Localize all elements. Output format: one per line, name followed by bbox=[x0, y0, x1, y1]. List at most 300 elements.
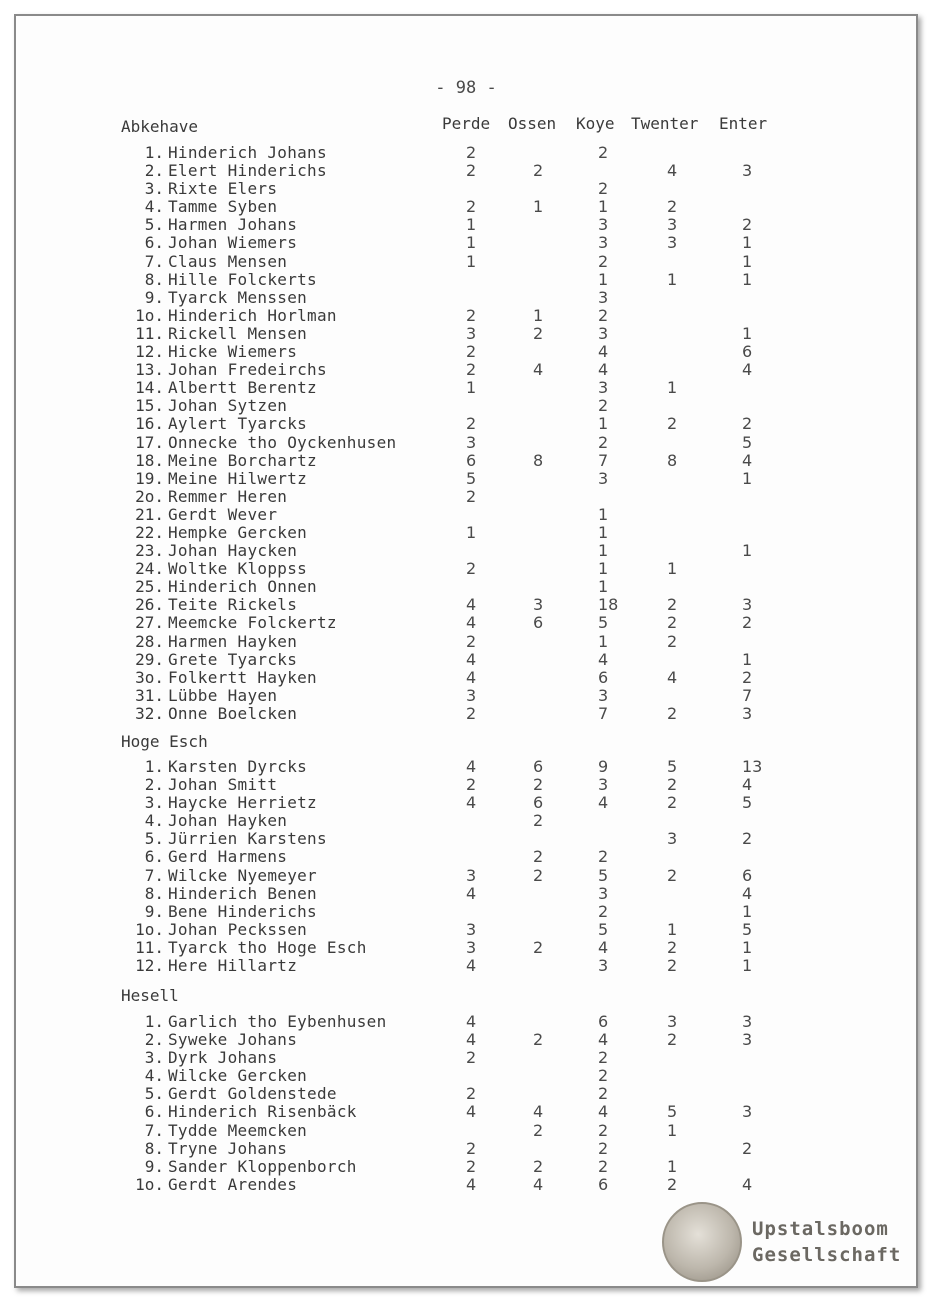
cell-perde: 4 bbox=[466, 595, 477, 615]
row-number: 24. bbox=[135, 559, 164, 579]
section-title-hesell: Hesell bbox=[121, 986, 179, 1005]
row-name: Tyarck Menssen bbox=[168, 287, 308, 307]
cell-koye: 4 bbox=[598, 342, 609, 362]
seal-icon bbox=[662, 1202, 742, 1282]
row-name: Albertt Berentz bbox=[168, 378, 317, 398]
cell-twenter: 1 bbox=[667, 1156, 678, 1176]
col-header-perde: Perde bbox=[442, 114, 491, 133]
row-name: Remmer Heren bbox=[168, 486, 288, 506]
cell-ossen: 4 bbox=[533, 1102, 544, 1122]
cell-enter: 7 bbox=[742, 685, 753, 705]
cell-perde: 4 bbox=[466, 667, 477, 687]
cell-ossen: 4 bbox=[533, 1174, 544, 1194]
row-number: 12. bbox=[135, 342, 164, 362]
cell-ossen: 2 bbox=[533, 1030, 544, 1050]
table-row bbox=[16, 903, 916, 921]
cell-perde: 3 bbox=[466, 937, 477, 957]
cell-twenter: 2 bbox=[667, 631, 678, 651]
cell-koye: 1 bbox=[598, 541, 609, 561]
row-name: Woltke Kloppss bbox=[168, 559, 308, 579]
cell-koye: 3 bbox=[598, 685, 609, 705]
row-name: Jürrien Karstens bbox=[168, 829, 327, 849]
cell-perde: 3 bbox=[466, 432, 477, 452]
logo-line-1: Upstalsboom bbox=[752, 1218, 889, 1240]
row-number: 12. bbox=[135, 956, 164, 976]
cell-twenter: 2 bbox=[667, 595, 678, 615]
table-row bbox=[16, 542, 916, 560]
row-name: Johan Haycken bbox=[168, 541, 298, 561]
cell-koye: 9 bbox=[598, 757, 609, 776]
table-row bbox=[16, 506, 916, 524]
table-row bbox=[16, 957, 916, 975]
cell-perde: 2 bbox=[466, 414, 477, 434]
cell-enter: 1 bbox=[742, 468, 753, 488]
row-name: Hinderich Benen bbox=[168, 883, 317, 903]
row-name: Gerd Harmens bbox=[168, 847, 288, 867]
row-name: Bene Hinderichs bbox=[168, 901, 317, 921]
cell-perde: 4 bbox=[466, 1012, 477, 1031]
section-title-hoge-esch: Hoge Esch bbox=[121, 732, 208, 751]
row-name: Hicke Wiemers bbox=[168, 342, 298, 362]
cell-ossen: 2 bbox=[533, 811, 544, 831]
cell-koye: 2 bbox=[598, 396, 609, 416]
cell-perde: 1 bbox=[466, 215, 477, 235]
cell-twenter: 2 bbox=[667, 1174, 678, 1194]
table-row bbox=[16, 325, 916, 343]
cell-koye: 3 bbox=[598, 215, 609, 235]
cell-koye: 7 bbox=[598, 450, 609, 470]
row-name: Hinderich Horlman bbox=[168, 305, 337, 325]
document-page bbox=[14, 14, 918, 1288]
col-header-koye: Koye bbox=[576, 114, 615, 133]
table-row bbox=[16, 343, 916, 361]
table-row bbox=[16, 867, 916, 885]
cell-enter: 1 bbox=[742, 937, 753, 957]
row-number: 8. bbox=[144, 269, 164, 289]
cell-enter: 1 bbox=[742, 269, 753, 289]
row-name: Garlich tho Eybenhusen bbox=[168, 1012, 387, 1031]
cell-enter: 3 bbox=[742, 1102, 753, 1122]
cell-perde: 4 bbox=[466, 793, 477, 813]
row-number: 18. bbox=[135, 450, 164, 470]
cell-twenter: 1 bbox=[667, 378, 678, 398]
cell-ossen: 2 bbox=[533, 775, 544, 795]
row-name: Folkertt Hayken bbox=[168, 667, 317, 687]
cell-twenter: 2 bbox=[667, 793, 678, 813]
cell-enter: 13 bbox=[742, 757, 763, 776]
cell-koye: 3 bbox=[598, 775, 609, 795]
cell-koye: 4 bbox=[598, 793, 609, 813]
table-row bbox=[16, 452, 916, 470]
cell-enter: 1 bbox=[742, 251, 753, 271]
table-row bbox=[16, 758, 916, 776]
table-row bbox=[16, 848, 916, 866]
cell-perde: 3 bbox=[466, 323, 477, 343]
cell-koye: 2 bbox=[598, 1156, 609, 1176]
cell-perde: 4 bbox=[466, 956, 477, 976]
section-hoge-esch bbox=[16, 758, 916, 975]
cell-koye: 2 bbox=[598, 1138, 609, 1158]
cell-koye: 2 bbox=[598, 305, 609, 325]
row-number: 4. bbox=[144, 811, 164, 831]
cell-enter: 2 bbox=[742, 1138, 753, 1158]
cell-koye: 1 bbox=[598, 577, 609, 597]
cell-enter: 1 bbox=[742, 956, 753, 976]
table-row bbox=[16, 379, 916, 397]
row-name: Hille Folckerts bbox=[168, 269, 317, 289]
row-name: Gerdt Goldenstede bbox=[168, 1084, 337, 1104]
table-row bbox=[16, 1049, 916, 1067]
cell-enter: 2 bbox=[742, 414, 753, 434]
cell-twenter: 2 bbox=[667, 775, 678, 795]
cell-twenter: 8 bbox=[667, 450, 678, 470]
cell-perde: 2 bbox=[466, 486, 477, 506]
cell-twenter: 3 bbox=[667, 215, 678, 235]
cell-ossen: 2 bbox=[533, 1156, 544, 1176]
cell-perde: 2 bbox=[466, 1138, 477, 1158]
row-name: Johan Sytzen bbox=[168, 396, 288, 416]
cell-perde: 6 bbox=[466, 450, 477, 470]
row-number: 7. bbox=[144, 1120, 164, 1140]
table-row bbox=[16, 885, 916, 903]
row-number: 1o. bbox=[135, 305, 164, 325]
cell-twenter: 1 bbox=[667, 1120, 678, 1140]
cell-koye: 2 bbox=[598, 251, 609, 271]
row-name: Haycke Herrietz bbox=[168, 793, 317, 813]
row-name: Rixte Elers bbox=[168, 179, 278, 199]
row-number: 17. bbox=[135, 432, 164, 452]
cell-twenter: 5 bbox=[667, 1102, 678, 1122]
cell-twenter: 1 bbox=[667, 269, 678, 289]
table-row bbox=[16, 1013, 916, 1031]
cell-enter: 2 bbox=[742, 667, 753, 687]
cell-twenter: 2 bbox=[667, 1030, 678, 1050]
row-number: 14. bbox=[135, 378, 164, 398]
row-number: 8. bbox=[144, 883, 164, 903]
row-number: 1. bbox=[144, 1012, 164, 1031]
row-number: 2o. bbox=[135, 486, 164, 506]
cell-enter: 3 bbox=[742, 595, 753, 615]
row-number: 2. bbox=[144, 775, 164, 795]
table-row bbox=[16, 1158, 916, 1176]
cell-koye: 2 bbox=[598, 901, 609, 921]
table-row bbox=[16, 633, 916, 651]
table-row bbox=[16, 253, 916, 271]
row-name: Hinderich Johans bbox=[168, 143, 327, 162]
cell-perde: 4 bbox=[466, 649, 477, 669]
table-row bbox=[16, 596, 916, 614]
row-number: 29. bbox=[135, 649, 164, 669]
section-hesell bbox=[16, 1013, 916, 1194]
table-row bbox=[16, 470, 916, 488]
table-row bbox=[16, 524, 916, 542]
table-row bbox=[16, 289, 916, 307]
logo bbox=[662, 1202, 902, 1282]
cell-perde: 2 bbox=[466, 161, 477, 181]
cell-perde: 2 bbox=[466, 1084, 477, 1104]
table-row bbox=[16, 687, 916, 705]
row-name: Rickell Mensen bbox=[168, 323, 308, 343]
table-row bbox=[16, 162, 916, 180]
row-number: 7. bbox=[144, 865, 164, 885]
table-row bbox=[16, 1122, 916, 1140]
cell-koye: 2 bbox=[598, 1066, 609, 1086]
row-number: 27. bbox=[135, 613, 164, 633]
cell-twenter: 2 bbox=[667, 414, 678, 434]
cell-enter: 4 bbox=[742, 450, 753, 470]
row-name: Meine Borchartz bbox=[168, 450, 317, 470]
cell-twenter: 2 bbox=[667, 703, 678, 723]
cell-koye: 1 bbox=[598, 197, 609, 217]
row-number: 1. bbox=[144, 757, 164, 776]
table-row bbox=[16, 1031, 916, 1049]
cell-ossen: 3 bbox=[533, 595, 544, 615]
table-row bbox=[16, 578, 916, 596]
cell-ossen: 6 bbox=[533, 757, 544, 776]
cell-twenter: 2 bbox=[667, 937, 678, 957]
row-name: Karsten Dyrcks bbox=[168, 757, 308, 776]
cell-koye: 2 bbox=[598, 179, 609, 199]
row-name: Tryne Johans bbox=[168, 1138, 288, 1158]
row-name: Tamme Syben bbox=[168, 197, 278, 217]
cell-enter: 3 bbox=[742, 1012, 753, 1031]
cell-enter: 4 bbox=[742, 775, 753, 795]
cell-twenter: 3 bbox=[667, 1012, 678, 1031]
cell-enter: 4 bbox=[742, 883, 753, 903]
cell-enter: 3 bbox=[742, 161, 753, 181]
cell-twenter: 2 bbox=[667, 865, 678, 885]
cell-twenter: 3 bbox=[667, 829, 678, 849]
cell-koye: 6 bbox=[598, 667, 609, 687]
table-row bbox=[16, 812, 916, 830]
cell-enter: 1 bbox=[742, 323, 753, 343]
row-number: 31. bbox=[135, 685, 164, 705]
row-number: 15. bbox=[135, 396, 164, 416]
cell-twenter: 2 bbox=[667, 956, 678, 976]
cell-twenter: 5 bbox=[667, 757, 678, 776]
cell-enter: 6 bbox=[742, 342, 753, 362]
row-number: 28. bbox=[135, 631, 164, 651]
row-name: Johan Smitt bbox=[168, 775, 278, 795]
row-name: Aylert Tyarcks bbox=[168, 414, 308, 434]
cell-perde: 1 bbox=[466, 251, 477, 271]
cell-perde: 2 bbox=[466, 775, 477, 795]
row-number: 16. bbox=[135, 414, 164, 434]
row-number: 23. bbox=[135, 541, 164, 561]
cell-twenter: 4 bbox=[667, 161, 678, 181]
cell-koye: 5 bbox=[598, 919, 609, 939]
cell-perde: 2 bbox=[466, 559, 477, 579]
cell-ossen: 2 bbox=[533, 865, 544, 885]
cell-koye: 2 bbox=[598, 1048, 609, 1068]
row-number: 9. bbox=[144, 901, 164, 921]
cell-enter: 1 bbox=[742, 649, 753, 669]
row-number: 6. bbox=[144, 847, 164, 867]
cell-perde: 3 bbox=[466, 685, 477, 705]
cell-ossen: 6 bbox=[533, 793, 544, 813]
table-row bbox=[16, 397, 916, 415]
cell-perde: 2 bbox=[466, 1048, 477, 1068]
row-name: Syweke Johans bbox=[168, 1030, 298, 1050]
table-row bbox=[16, 939, 916, 957]
row-name: Sander Kloppenborch bbox=[168, 1156, 357, 1176]
cell-perde: 4 bbox=[466, 883, 477, 903]
row-number: 32. bbox=[135, 703, 164, 723]
table-row bbox=[16, 794, 916, 812]
cell-koye: 4 bbox=[598, 937, 609, 957]
page-number: - 98 - bbox=[435, 78, 497, 98]
cell-enter: 1 bbox=[742, 233, 753, 253]
cell-perde: 1 bbox=[466, 233, 477, 253]
section-title-abkehave: Abkehave bbox=[121, 117, 199, 136]
table-row bbox=[16, 1176, 916, 1194]
table-row bbox=[16, 307, 916, 325]
cell-ossen: 2 bbox=[533, 937, 544, 957]
cell-ossen: 4 bbox=[533, 360, 544, 380]
row-name: Meine Hilwertz bbox=[168, 468, 308, 488]
cell-perde: 2 bbox=[466, 342, 477, 362]
row-name: Harmen Hayken bbox=[168, 631, 298, 651]
table-row bbox=[16, 1067, 916, 1085]
cell-koye: 2 bbox=[598, 1084, 609, 1104]
cell-koye: 1 bbox=[598, 559, 609, 579]
row-number: 1o. bbox=[135, 1174, 164, 1194]
cell-koye: 1 bbox=[598, 269, 609, 289]
row-number: 4. bbox=[144, 1066, 164, 1086]
row-name: Johan Peckssen bbox=[168, 919, 308, 939]
cell-perde: 3 bbox=[466, 865, 477, 885]
row-number: 7. bbox=[144, 251, 164, 271]
table-row bbox=[16, 415, 916, 433]
cell-koye: 2 bbox=[598, 1120, 609, 1140]
col-header-twenter: Twenter bbox=[631, 114, 699, 133]
cell-perde: 2 bbox=[466, 1156, 477, 1176]
table-row bbox=[16, 361, 916, 379]
cell-koye: 4 bbox=[598, 360, 609, 380]
cell-perde: 1 bbox=[466, 522, 477, 542]
row-number: 3o. bbox=[135, 667, 164, 687]
cell-ossen: 2 bbox=[533, 847, 544, 867]
row-name: Onne Boelcken bbox=[168, 703, 298, 723]
column-headers bbox=[16, 114, 916, 136]
row-number: 22. bbox=[135, 522, 164, 542]
cell-enter: 2 bbox=[742, 613, 753, 633]
cell-perde: 2 bbox=[466, 631, 477, 651]
cell-twenter: 1 bbox=[667, 919, 678, 939]
cell-ossen: 2 bbox=[533, 161, 544, 181]
cell-enter: 6 bbox=[742, 865, 753, 885]
cell-ossen: 6 bbox=[533, 613, 544, 633]
row-number: 5. bbox=[144, 1084, 164, 1104]
row-number: 11. bbox=[135, 323, 164, 343]
cell-koye: 4 bbox=[598, 1030, 609, 1050]
cell-enter: 3 bbox=[742, 703, 753, 723]
cell-perde: 2 bbox=[466, 143, 477, 162]
cell-koye: 3 bbox=[598, 956, 609, 976]
col-header-ossen: Ossen bbox=[508, 114, 557, 133]
cell-perde: 1 bbox=[466, 378, 477, 398]
row-name: Tydde Meemcken bbox=[168, 1120, 308, 1140]
cell-perde: 2 bbox=[466, 197, 477, 217]
row-name: Tyarck tho Hoge Esch bbox=[168, 937, 367, 957]
cell-twenter: 2 bbox=[667, 197, 678, 217]
cell-ossen: 1 bbox=[533, 197, 544, 217]
row-name: Grete Tyarcks bbox=[168, 649, 298, 669]
row-name: Lübbe Hayen bbox=[168, 685, 278, 705]
cell-koye: 3 bbox=[598, 883, 609, 903]
cell-koye: 2 bbox=[598, 432, 609, 452]
row-name: Gerdt Arendes bbox=[168, 1174, 298, 1194]
cell-koye: 18 bbox=[598, 595, 619, 615]
row-name: Teite Rickels bbox=[168, 595, 298, 615]
row-number: 13. bbox=[135, 360, 164, 380]
cell-ossen: 2 bbox=[533, 1120, 544, 1140]
row-number: 11. bbox=[135, 937, 164, 957]
table-row bbox=[16, 705, 916, 723]
cell-koye: 5 bbox=[598, 865, 609, 885]
cell-koye: 1 bbox=[598, 522, 609, 542]
row-name: Elert Hinderichs bbox=[168, 161, 327, 181]
table-row bbox=[16, 669, 916, 687]
table-row bbox=[16, 216, 916, 234]
cell-perde: 2 bbox=[466, 305, 477, 325]
row-name: Dyrk Johans bbox=[168, 1048, 278, 1068]
table-row bbox=[16, 830, 916, 848]
cell-perde: 4 bbox=[466, 1174, 477, 1194]
row-number: 1. bbox=[144, 143, 164, 162]
cell-koye: 5 bbox=[598, 613, 609, 633]
row-number: 2. bbox=[144, 1030, 164, 1050]
table-row bbox=[16, 488, 916, 506]
table-row bbox=[16, 1085, 916, 1103]
row-number: 3. bbox=[144, 793, 164, 813]
cell-ossen: 1 bbox=[533, 305, 544, 325]
cell-enter: 1 bbox=[742, 541, 753, 561]
table-row bbox=[16, 1140, 916, 1158]
cell-enter: 2 bbox=[742, 829, 753, 849]
cell-enter: 3 bbox=[742, 1030, 753, 1050]
table-row bbox=[16, 651, 916, 669]
logo-line-2: Gesellschaft bbox=[752, 1244, 902, 1266]
row-number: 4. bbox=[144, 197, 164, 217]
row-number: 19. bbox=[135, 468, 164, 488]
cell-twenter: 4 bbox=[667, 667, 678, 687]
cell-koye: 3 bbox=[598, 323, 609, 343]
cell-twenter: 1 bbox=[667, 559, 678, 579]
table-row bbox=[16, 234, 916, 252]
cell-perde: 5 bbox=[466, 468, 477, 488]
cell-koye: 2 bbox=[598, 847, 609, 867]
cell-koye: 1 bbox=[598, 631, 609, 651]
cell-perde: 3 bbox=[466, 919, 477, 939]
row-name: Gerdt Wever bbox=[168, 504, 278, 524]
row-name: Meemcke Folckertz bbox=[168, 613, 337, 633]
cell-koye: 3 bbox=[598, 233, 609, 253]
cell-enter: 5 bbox=[742, 793, 753, 813]
table-row bbox=[16, 144, 916, 162]
cell-enter: 5 bbox=[742, 432, 753, 452]
cell-koye: 6 bbox=[598, 1174, 609, 1194]
cell-perde: 4 bbox=[466, 757, 477, 776]
table-row bbox=[16, 180, 916, 198]
table-row bbox=[16, 560, 916, 578]
row-name: Hinderich Risenbäck bbox=[168, 1102, 357, 1122]
row-number: 8. bbox=[144, 1138, 164, 1158]
cell-koye: 4 bbox=[598, 1102, 609, 1122]
table-row bbox=[16, 614, 916, 632]
cell-perde: 2 bbox=[466, 703, 477, 723]
row-name: Harmen Johans bbox=[168, 215, 298, 235]
